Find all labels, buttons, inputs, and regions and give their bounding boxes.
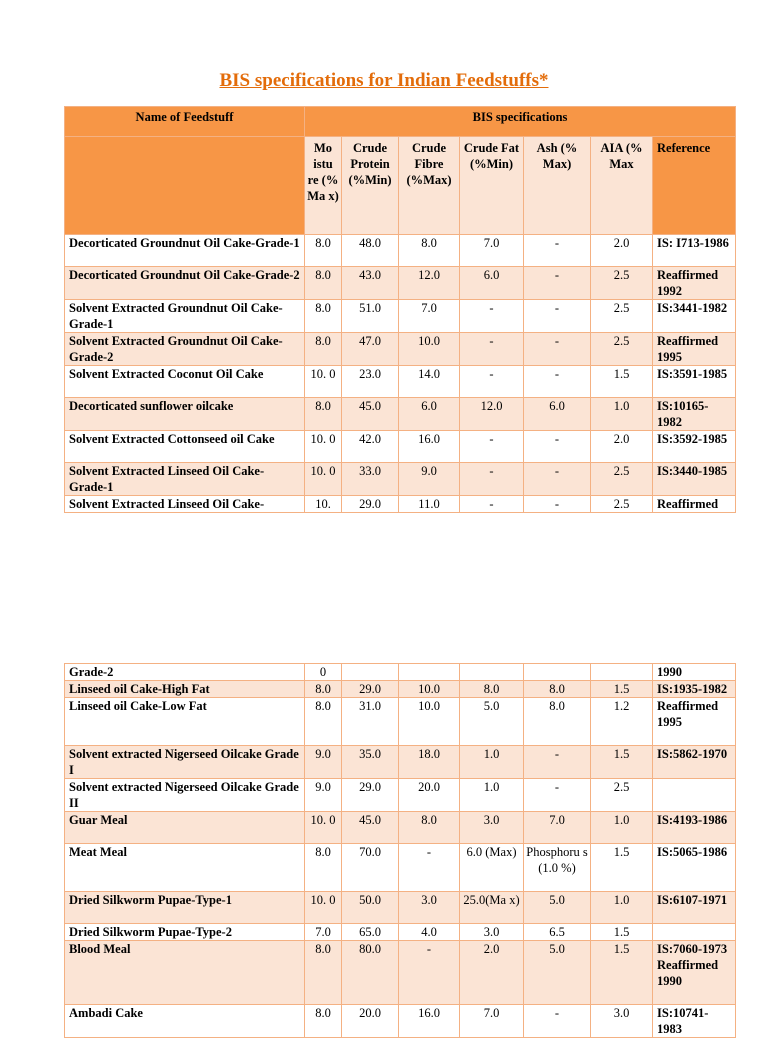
protein-cell: 50.0 <box>342 892 399 924</box>
protein-cell: 70.0 <box>342 844 399 892</box>
protein-cell: 45.0 <box>342 812 399 844</box>
ash-cell: 5.0 <box>524 941 591 1005</box>
fibre-cell: - <box>399 941 460 1005</box>
table-row <box>65 924 736 941</box>
protein-cell: 48.0 <box>342 235 399 267</box>
aia-cell: 1.5 <box>591 746 653 779</box>
fibre-cell: - <box>399 844 460 892</box>
table-row <box>65 1005 736 1038</box>
protein-cell: 35.0 <box>342 746 399 779</box>
feedstuff-name-cell: Dried Silkworm Pupae-Type-1 <box>65 892 305 924</box>
aia-cell: 1.5 <box>591 941 653 1005</box>
reference-cell <box>653 779 736 812</box>
protein-cell: 51.0 <box>342 300 399 333</box>
col-header-ash: Ash (% Max) <box>524 137 591 235</box>
fat-cell: 12.0 <box>460 398 524 431</box>
reference-cell: 1990 <box>653 664 736 681</box>
fat-cell: 8.0 <box>460 681 524 698</box>
table-row <box>65 681 736 698</box>
moisture-cell: 10. 0 <box>305 366 342 398</box>
aia-cell: 1.0 <box>591 812 653 844</box>
ash-cell: - <box>524 300 591 333</box>
fibre-cell: 8.0 <box>399 235 460 267</box>
fibre-cell: 16.0 <box>399 1005 460 1038</box>
fibre-cell: 18.0 <box>399 746 460 779</box>
col-header-crude-fat: Crude Fat (%Min) <box>460 137 524 235</box>
feedstuff-name-cell: Solvent Extracted Linseed Oil Cake-Grade-1 <box>65 463 305 496</box>
reference-cell: IS: I713-1986 <box>653 235 736 267</box>
aia-cell: 2.0 <box>591 431 653 463</box>
protein-cell: 80.0 <box>342 941 399 1005</box>
ash-cell: - <box>524 333 591 366</box>
feedstuff-name-cell: Solvent Extracted Linseed Oil Cake- <box>65 496 305 513</box>
ash-cell: Phosphoru s (1.0 %) <box>524 844 591 892</box>
reference-cell <box>653 924 736 941</box>
table-row <box>65 463 736 496</box>
reference-cell: Reaffirmed 1995 <box>653 333 736 366</box>
ash-cell: 8.0 <box>524 681 591 698</box>
reference-cell: Reaffirmed <box>653 496 736 513</box>
table-row <box>65 812 736 844</box>
reference-cell: Reaffirmed 1995 <box>653 698 736 746</box>
feedstuff-name-cell: Solvent Extracted Groundnut Oil Cake-Grade-2 <box>65 333 305 366</box>
fibre-cell: 14.0 <box>399 366 460 398</box>
reference-cell: IS:5065-1986 <box>653 844 736 892</box>
fibre-cell: 6.0 <box>399 398 460 431</box>
aia-cell: 1.2 <box>591 698 653 746</box>
moisture-cell: 8.0 <box>305 681 342 698</box>
moisture-cell: 8.0 <box>305 844 342 892</box>
reference-cell: Reaffirmed 1992 <box>653 267 736 300</box>
aia-cell: 2.5 <box>591 496 653 513</box>
fibre-cell: 16.0 <box>399 431 460 463</box>
fat-cell: - <box>460 463 524 496</box>
fibre-cell: 4.0 <box>399 924 460 941</box>
fibre-cell: 11.0 <box>399 496 460 513</box>
fibre-cell <box>399 664 460 681</box>
ash-cell: - <box>524 366 591 398</box>
moisture-cell: 8.0 <box>305 698 342 746</box>
moisture-cell: 8.0 <box>305 398 342 431</box>
aia-cell: 1.0 <box>591 892 653 924</box>
fat-cell: - <box>460 431 524 463</box>
table-row <box>65 398 736 431</box>
feedstuff-name-cell: Decorticated Groundnut Oil Cake-Grade-2 <box>65 267 305 300</box>
table-row <box>65 333 736 366</box>
fat-cell: - <box>460 300 524 333</box>
moisture-cell: 8.0 <box>305 235 342 267</box>
feedstuff-name-cell: Ambadi Cake <box>65 1005 305 1038</box>
aia-cell: 1.5 <box>591 681 653 698</box>
fat-cell: 7.0 <box>460 235 524 267</box>
feedstuff-name-cell: Solvent Extracted Coconut Oil Cake <box>65 366 305 398</box>
reference-cell: IS:3440-1985 <box>653 463 736 496</box>
header-blank-cell <box>65 137 305 235</box>
ash-cell: - <box>524 1005 591 1038</box>
moisture-cell: 9.0 <box>305 746 342 779</box>
fibre-cell: 10.0 <box>399 698 460 746</box>
table-row <box>65 941 736 1005</box>
protein-cell: 43.0 <box>342 267 399 300</box>
fat-cell: 1.0 <box>460 746 524 779</box>
ash-cell: 8.0 <box>524 698 591 746</box>
aia-cell: 1.0 <box>591 398 653 431</box>
feedstuff-name-cell: Guar Meal <box>65 812 305 844</box>
moisture-cell: 8.0 <box>305 267 342 300</box>
ash-cell: 5.0 <box>524 892 591 924</box>
moisture-cell: 10. 0 <box>305 463 342 496</box>
name-column-header: Name of Feedstuff <box>65 107 305 137</box>
fat-cell: 25.0(Ma x) <box>460 892 524 924</box>
aia-cell: 2.5 <box>591 267 653 300</box>
table-row <box>65 779 736 812</box>
feedstuff-name-cell: Blood Meal <box>65 941 305 1005</box>
ash-cell <box>524 664 591 681</box>
fibre-cell: 9.0 <box>399 463 460 496</box>
table-row <box>65 664 736 681</box>
feedstuff-name-cell: Grade-2 <box>65 664 305 681</box>
fat-cell: 6.0 (Max) <box>460 844 524 892</box>
moisture-cell: 10. 0 <box>305 812 342 844</box>
table-row <box>65 844 736 892</box>
reference-cell: IS:7060-1973 Reaffirmed 1990 <box>653 941 736 1005</box>
ash-cell: 6.5 <box>524 924 591 941</box>
ash-cell: - <box>524 496 591 513</box>
feedstuff-name-cell: Decorticated sunflower oilcake <box>65 398 305 431</box>
col-header-aia: AIA (% Max <box>591 137 653 235</box>
moisture-cell: 0 <box>305 664 342 681</box>
reference-cell: IS:3591-1985 <box>653 366 736 398</box>
fibre-cell: 20.0 <box>399 779 460 812</box>
aia-cell: 2.5 <box>591 333 653 366</box>
protein-cell: 31.0 <box>342 698 399 746</box>
protein-cell: 29.0 <box>342 681 399 698</box>
col-header-crude-fibre: Crude Fibre (%Max) <box>399 137 460 235</box>
reference-cell: IS:5862-1970 <box>653 746 736 779</box>
protein-cell: 29.0 <box>342 779 399 812</box>
aia-cell: 1.5 <box>591 366 653 398</box>
fat-cell: 2.0 <box>460 941 524 1005</box>
moisture-cell: 10. 0 <box>305 892 342 924</box>
fat-cell <box>460 664 524 681</box>
aia-cell <box>591 664 653 681</box>
feedstuff-name-cell: Solvent extracted Nigerseed Oilcake Grade II <box>65 779 305 812</box>
col-header-reference: Reference <box>653 137 736 235</box>
protein-cell <box>342 664 399 681</box>
moisture-cell: 7.0 <box>305 924 342 941</box>
aia-cell: 2.0 <box>591 235 653 267</box>
feedstuff-name-cell: Meat Meal <box>65 844 305 892</box>
reference-cell: IS:3592-1985 <box>653 431 736 463</box>
aia-cell: 2.5 <box>591 300 653 333</box>
fat-cell: 5.0 <box>460 698 524 746</box>
table-row <box>65 698 736 746</box>
aia-cell: 2.5 <box>591 779 653 812</box>
table-row <box>65 431 736 463</box>
ash-cell: - <box>524 431 591 463</box>
fibre-cell: 7.0 <box>399 300 460 333</box>
feedstuff-name-cell: Linseed oil Cake-High Fat <box>65 681 305 698</box>
col-header-moisture: Mo istu re (% Ma x) <box>305 137 342 235</box>
fat-cell: - <box>460 333 524 366</box>
feedstuff-name-cell: Decorticated Groundnut Oil Cake-Grade-1 <box>65 235 305 267</box>
protein-cell: 23.0 <box>342 366 399 398</box>
page-title: BIS specifications for Indian Feedstuffs* <box>219 70 549 91</box>
feedstuff-spec-table-1 <box>64 106 736 513</box>
aia-cell: 1.5 <box>591 924 653 941</box>
fat-cell: 6.0 <box>460 267 524 300</box>
reference-cell: IS:3441-1982 <box>653 300 736 333</box>
reference-cell: IS:6107-1971 <box>653 892 736 924</box>
spec-group-header: BIS specifications <box>305 107 736 137</box>
moisture-cell: 10. 0 <box>305 431 342 463</box>
fat-cell: 3.0 <box>460 812 524 844</box>
table-row <box>65 300 736 333</box>
table-row <box>65 746 736 779</box>
fibre-cell: 12.0 <box>399 267 460 300</box>
protein-cell: 42.0 <box>342 431 399 463</box>
moisture-cell: 8.0 <box>305 941 342 1005</box>
fibre-cell: 3.0 <box>399 892 460 924</box>
moisture-cell: 8.0 <box>305 300 342 333</box>
protein-cell: 20.0 <box>342 1005 399 1038</box>
table-row <box>65 267 736 300</box>
reference-cell: IS:10741-1983 <box>653 1005 736 1038</box>
fibre-cell: 10.0 <box>399 681 460 698</box>
protein-cell: 45.0 <box>342 398 399 431</box>
aia-cell: 2.5 <box>591 463 653 496</box>
reference-cell: IS:1935-1982 <box>653 681 736 698</box>
table-row <box>65 366 736 398</box>
protein-cell: 33.0 <box>342 463 399 496</box>
feedstuff-name-cell: Dried Silkworm Pupae-Type-2 <box>65 924 305 941</box>
table-row <box>65 235 736 267</box>
protein-cell: 29.0 <box>342 496 399 513</box>
ash-cell: - <box>524 235 591 267</box>
feedstuff-spec-table-2 <box>64 663 736 1038</box>
protein-cell: 65.0 <box>342 924 399 941</box>
ash-cell: - <box>524 267 591 300</box>
reference-cell: IS:10165-1982 <box>653 398 736 431</box>
feedstuff-name-cell: Solvent Extracted Groundnut Oil Cake-Grade-1 <box>65 300 305 333</box>
protein-cell: 47.0 <box>342 333 399 366</box>
fibre-cell: 8.0 <box>399 812 460 844</box>
feedstuff-name-cell: Solvent Extracted Cottonseed oil Cake <box>65 431 305 463</box>
ash-cell: 7.0 <box>524 812 591 844</box>
fat-cell: 7.0 <box>460 1005 524 1038</box>
ash-cell: - <box>524 463 591 496</box>
aia-cell: 3.0 <box>591 1005 653 1038</box>
moisture-cell: 8.0 <box>305 1005 342 1038</box>
table-row <box>65 892 736 924</box>
fat-cell: - <box>460 496 524 513</box>
aia-cell: 1.5 <box>591 844 653 892</box>
feedstuff-name-cell: Linseed oil Cake-Low Fat <box>65 698 305 746</box>
moisture-cell: 10. <box>305 496 342 513</box>
moisture-cell: 8.0 <box>305 333 342 366</box>
fat-cell: 3.0 <box>460 924 524 941</box>
reference-cell: IS:4193-1986 <box>653 812 736 844</box>
fat-cell: 1.0 <box>460 779 524 812</box>
col-header-crude-protein: Crude Protein (%Min) <box>342 137 399 235</box>
feedstuff-name-cell: Solvent extracted Nigerseed Oilcake Grade I <box>65 746 305 779</box>
fibre-cell: 10.0 <box>399 333 460 366</box>
fat-cell: - <box>460 366 524 398</box>
moisture-cell: 9.0 <box>305 779 342 812</box>
ash-cell: - <box>524 779 591 812</box>
table-row <box>65 496 736 513</box>
ash-cell: - <box>524 746 591 779</box>
ash-cell: 6.0 <box>524 398 591 431</box>
